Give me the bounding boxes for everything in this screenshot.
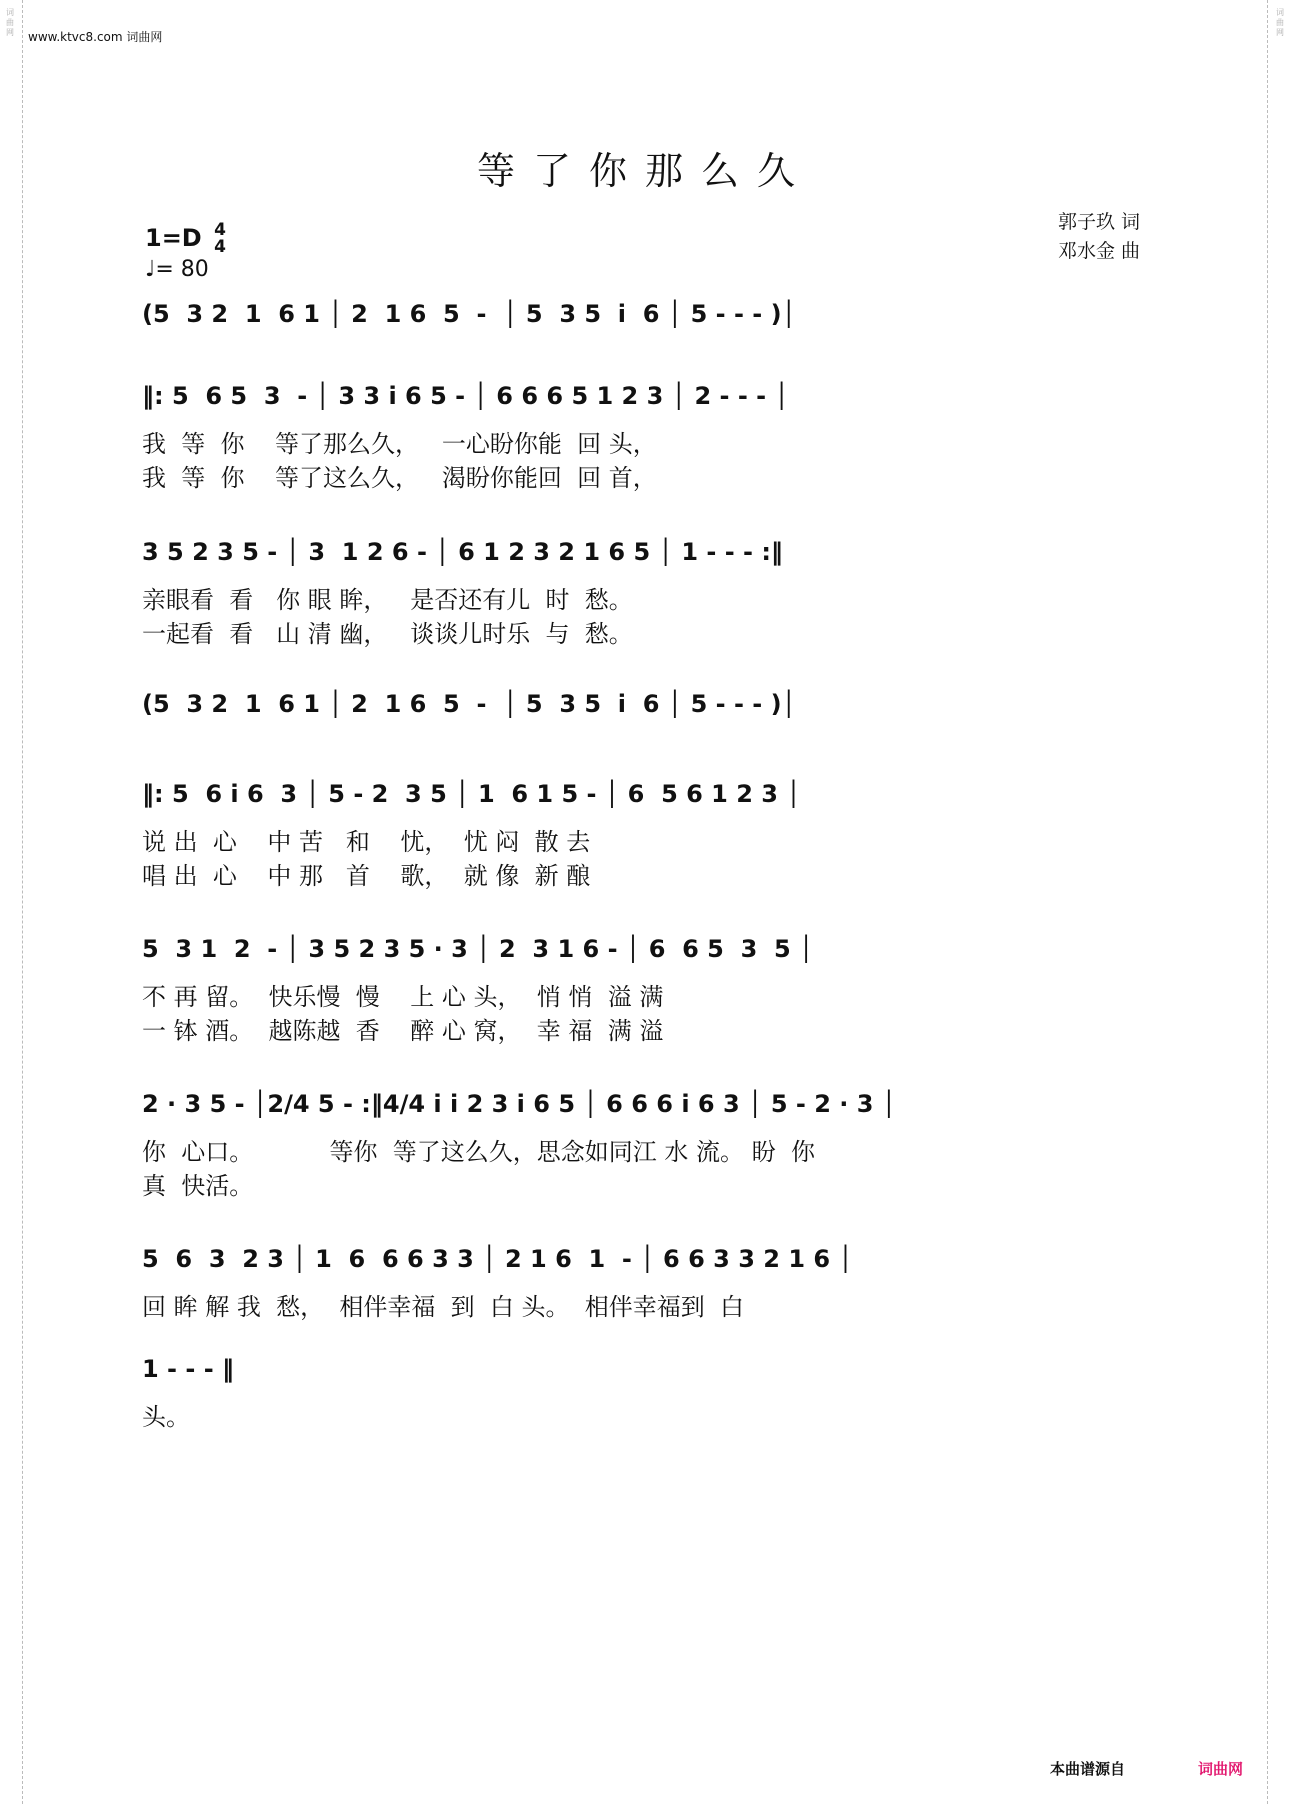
credits (1058, 208, 1140, 266)
score-line (142, 300, 1152, 360)
notation-row: ‖: 5 6 5 3 - │ 3 3 i 6 5 - │ 6 6 6 5 1 2 3 │ 2 - - - │ (142, 382, 789, 410)
score-line (142, 538, 1152, 648)
left-edge-watermark: 词 曲 网 (6, 8, 14, 37)
notation-row: 5 6 3 2 3 │ 1 6 6 6 3 3 │ 2 1 6 1 - │ 6 6 3 3 2 1 6 │ (142, 1245, 853, 1273)
lyric-row: 我 等 你 等了那么久， 一心盼你能 回 头， (142, 430, 657, 458)
lyric-row: 唱 出 心 中 那 首 歌， 就 像 新 酿 (142, 862, 591, 890)
notation-row: (5 3 2 1 6 1 │ 2 1 6 5 - │ 5 3 5 i 6 │ 5 - - - )│ (142, 300, 797, 328)
notation-row: 2 · 3 5 - │2/4 5 - :‖4/4 i i 2 3 i 6 5 │ 6 6 6 i 6 3 │ 5 - 2 · 3 │ (142, 1090, 897, 1118)
notation-row: (5 3 2 1 6 1 │ 2 1 6 5 - │ 5 3 5 i 6 │ 5 - - - )│ (142, 690, 797, 718)
score-line (142, 780, 1152, 890)
site-url[interactable]: www.ktvc8.com 词曲网 (28, 30, 163, 44)
footer-brand[interactable]: 词曲网 (1198, 1760, 1244, 1778)
lyric-row: 不 再 留。 快乐慢 慢 上 心 头， 悄 悄 溢 满 (142, 983, 664, 1011)
lyric-row: 真 快活。 (142, 1172, 254, 1200)
notation-row: 3 5 2 3 5 - │ 3 1 2 6 - │ 6 1 2 3 2 1 6 5 │ 1 - - - :‖ (142, 538, 783, 566)
right-margin-strip (1267, 0, 1290, 1804)
lyric-row: 我 等 你 等了这么久， 渴盼你能回 回 首， (142, 464, 657, 492)
lyric-row: 头。 (142, 1403, 190, 1431)
key-label: 1=D (145, 224, 202, 252)
lyric-row: 一起看 看 山 清 幽， 谈谈儿时乐 与 愁。 (142, 620, 633, 648)
left-margin-strip (0, 0, 23, 1804)
composer: 邓水金 曲 (1057, 240, 1140, 262)
song-title: 等了你那么久 (476, 149, 813, 193)
lyricist: 郭子玖 词 (1057, 211, 1140, 233)
time-sig-top: 4 (214, 220, 226, 240)
lyric-row: 你 心口。 等你 等了这么久，思念如同江 水 流。 盼 你 (142, 1138, 815, 1166)
score-line (142, 935, 1152, 1045)
score-line (142, 1355, 1152, 1431)
right-edge-watermark: 词 曲 网 (1276, 8, 1284, 37)
lyric-row: 说 出 心 中 苦 和 忧， 忧 闷 散 去 (142, 828, 591, 856)
time-sig-bottom: 4 (214, 237, 226, 257)
score-line (142, 1090, 1152, 1200)
notation-row: ‖: 5 6 i 6 3 │ 5 - 2 3 5 │ 1 6 1 5 - │ 6 5 6 1 2 3 │ (142, 780, 801, 808)
key-signature (145, 222, 226, 256)
lyric-row: 一 钵 酒。 越陈越 香 醉 心 窝， 幸 福 满 溢 (142, 1017, 664, 1045)
score-line (142, 382, 1152, 492)
lyric-row: 回 眸 解 我 愁， 相伴幸福 到 白 头。 相伴幸福到 白 (142, 1293, 745, 1321)
time-signature (214, 222, 226, 256)
lyric-row: 亲眼看 看 你 眼 眸， 是否还有儿 时 愁。 (142, 586, 633, 614)
score-line (142, 1245, 1152, 1321)
notation-row: 5 3 1 2 - │ 3 5 2 3 5 · 3 │ 2 3 1 6 - │ 6 6 5 3 5 │ (142, 935, 814, 963)
notation-row: 1 - - - ‖ (142, 1355, 235, 1383)
tempo-marking: ♩= 80 (145, 257, 209, 282)
footer-source: 本曲谱源自 (1050, 1760, 1126, 1778)
score-line (142, 690, 1152, 750)
